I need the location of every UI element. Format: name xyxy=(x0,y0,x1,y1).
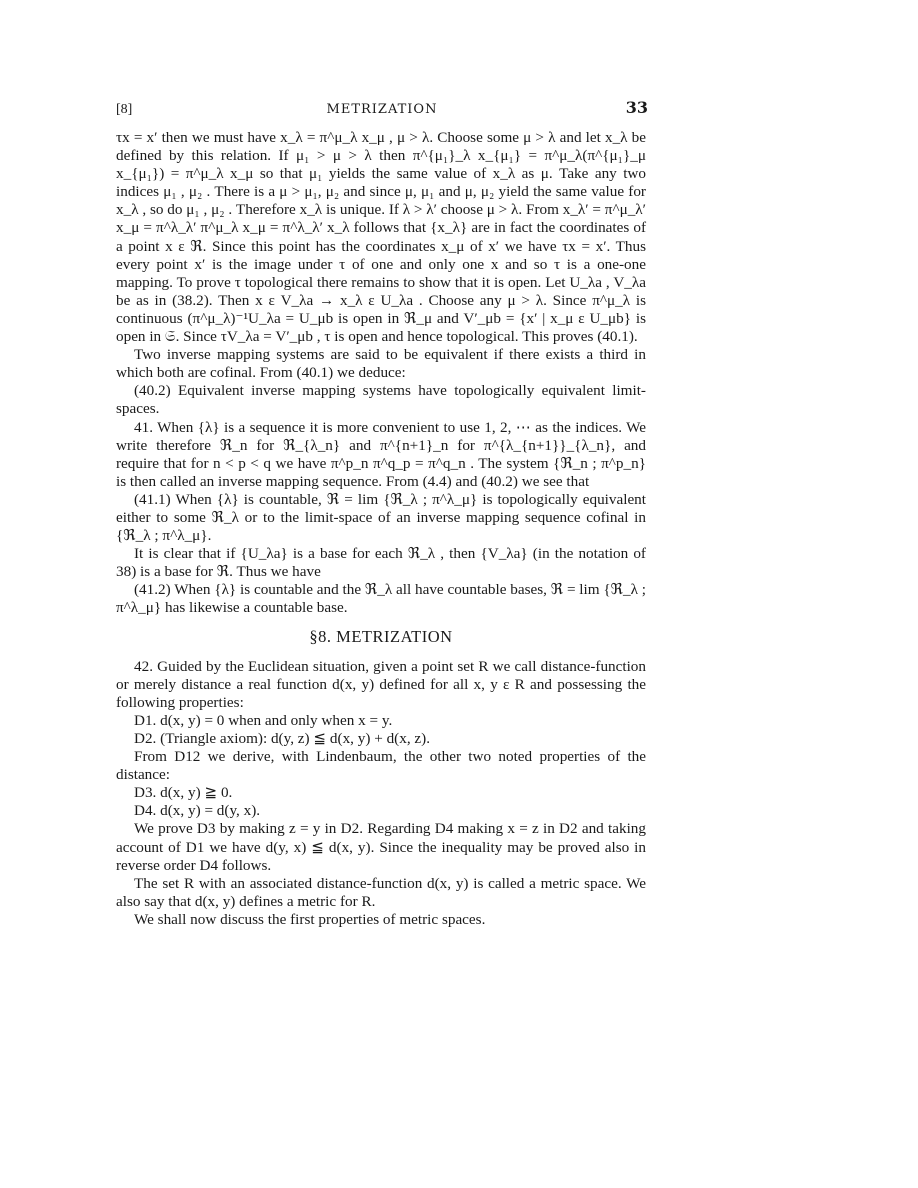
theorem-41-1: (41.1) When {λ} is countable, ℜ = lim {ℜ_λ ; π^λ_μ} is topologically equivalent either to some ℜ_λ or to the limit-space of an inverse mapping sequence cofinal in {ℜ_λ ; π^λ_μ}. xyxy=(116,490,646,545)
axiom-d1: D1. d(x, y) = 0 when and only when x = y. xyxy=(134,711,393,729)
property-d3: D3. d(x, y) ≧ 0. xyxy=(134,784,233,802)
paragraph-proof-d3-d4: We prove D3 by making z = y in D2. Regarding D4 making x = z in D2 and taking account of D1 we have d(y, x) ≦ d(x, y). Since the inequality may be proved also in reverse order D4 follows. xyxy=(116,820,646,874)
theorem-41-2: (41.2) When {λ} is countable and the ℜ_λ all have countable bases, ℜ = lim {ℜ_λ ; π^λ_μ} has likewise a countable base. xyxy=(116,581,646,617)
section-heading: §8. METRIZATION xyxy=(309,626,453,646)
paragraph-base: It is clear that if {U_λa} is a base for each ℜ_λ , then {V_λa} (in the notation of 38) is a base for ℜ. Thus we have xyxy=(116,545,646,581)
paragraph-section-42: 42. Guided by the Euclidean situation, given a point set R we call distance-function or merely distance a real function d(x, y) defined for all x, y ε R and possessing the following properties: xyxy=(116,657,646,711)
page-body xyxy=(116,129,646,929)
running-header xyxy=(116,98,648,120)
paragraph-section-41: 41. When {λ} is a sequence it is more convenient to use 1, 2, ⋯ as the indices. We write therefore ℜ_n for ℜ_{λ_n} and π^{n+1}_n for π^{λ_{n+1}}_{λ_n}, and require that for n < p < q we have π^p_n π^q_p = π^q_n . The system {ℜ_n ; π^p_n} is then called an inverse mapping sequence. From (4.4) and (40.2) we see that xyxy=(116,418,646,490)
theorem-40-2: (40.2) Equivalent inverse mapping systems have topologically equivalent limit-spaces. xyxy=(116,382,646,418)
axiom-d2: D2. (Triangle axiom): d(y, z) ≦ d(x, y) + d(x, z). xyxy=(134,730,431,747)
paragraph-equivalence-definition: Two inverse mapping systems are said to be equivalent if there exists a third in which both are cofinal. From (40.1) we deduce: xyxy=(116,346,646,382)
section-marker: [8] xyxy=(116,102,133,117)
page-number: 33 xyxy=(625,98,648,117)
property-d4: D4. d(x, y) = d(y, x). xyxy=(134,802,261,820)
paragraph-lindenbaum: From D12 we derive, with Lindenbaum, the other two noted properties of the distance: xyxy=(116,748,646,784)
running-title: METRIZATION xyxy=(326,102,438,117)
paragraph-metric-space: The set R with an associated distance-function d(x, y) is called a metric space. We also say that d(x, y) defines a metric for R. xyxy=(116,874,646,910)
paragraph-closing: We shall now discuss the first properties of metric spaces. xyxy=(134,910,486,928)
paragraph-proof-40-1: τx = x′ then we must have x_λ = π^μ_λ x_μ , μ > λ. Choose some μ > λ and let x_λ be defined by this relation. If μ₁ > μ > λ then π^{μ₁}_λ x_{μ₁} = π^μ_λ(π^{μ₁}_μ x_{μ₁}) = π^μ_λ x_μ so that μ₁ yields the same value of x_λ as μ. Take any two indices μ₁ , μ₂ . There is a μ > μ₁, μ₂ and since μ, μ₁ and μ, μ₂ yield the same value for x_λ , so do μ₁ , μ₂ . Therefore x_λ is unique. If λ > λ′ choose μ > λ. From x_λ′ = π^μ_λ′ x_μ = π^λ_λ′ π^μ_λ x_μ = π^λ_λ′ x_λ follows that {x_λ} are in fact the coordinates of a point x ε ℜ. Since this point has the coordinates x_μ of x′ we have τx = x′. Thus every point x′ is the image under τ of one and only one x and so τ is a one-one mapping. To prove τ topological there remains to show that it is open. Let U_λa , V_λa be as in (38.2). Then x ε V_λa → x_λ ε U_λa . Choose any μ > λ. Since π^μ_λ is continuous (π^μ_λ)⁻¹U_λa = U_μb is open in ℜ_μ and V′_μb = {x′ | x_μ ε U_μb} is open in 𝔖. Since τV_λa = V′_μb , τ is open and hence topological. This proves (40.1). xyxy=(116,129,646,346)
